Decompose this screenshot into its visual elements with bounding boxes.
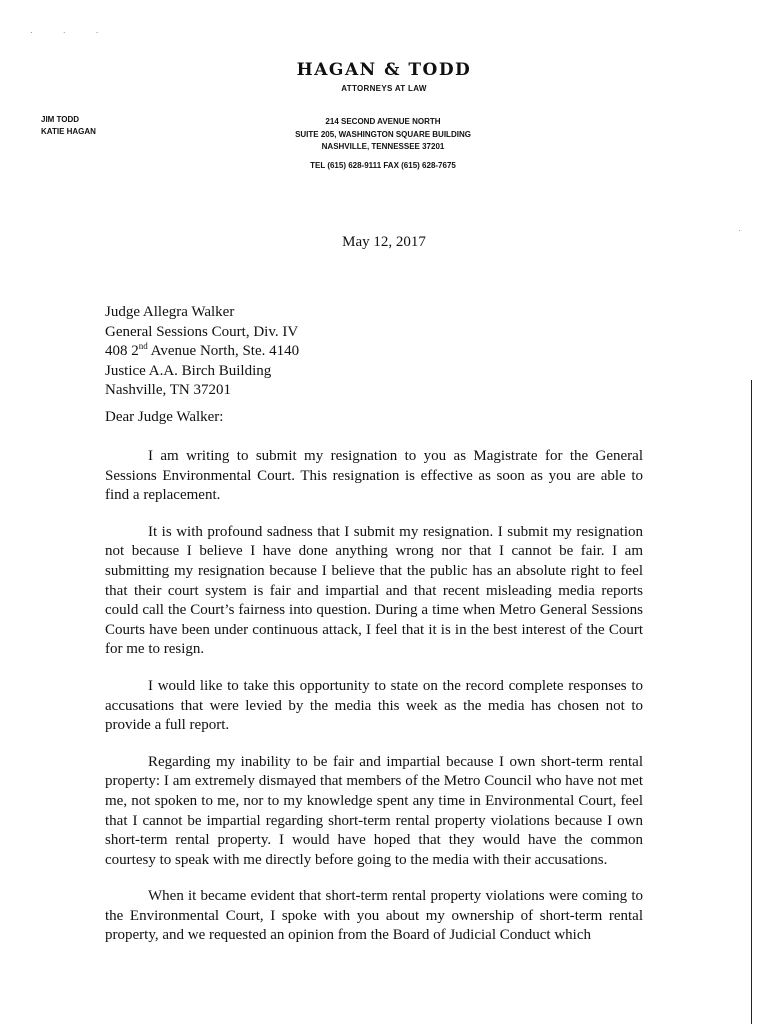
scan-edge-line bbox=[751, 380, 752, 1024]
partner-name: KATIE HAGAN bbox=[41, 127, 96, 136]
firm-phone: TEL (615) 628-9111 FAX (615) 628-7675 bbox=[310, 161, 456, 170]
scan-specks: · · · bbox=[30, 28, 113, 37]
body-paragraph: Regarding my inability to be fair and impartial because I own short-term rental property: I am extremely dismayed that members of the Metro Council who have not met me, not spoken to me, nor to my knowledge spent any time in Environmental Court, feel that I cannot be impartial regarding short-term rental property violations because I own short-term rental property. I would have hoped that they would have the common courtesy to speak with me directly before going to the media with their accusations. bbox=[105, 753, 643, 868]
street-ordinal: nd bbox=[138, 341, 148, 351]
firm-subtitle: ATTORNEYS AT LAW bbox=[341, 84, 427, 93]
body-paragraph: It is with profound sadness that I submit my resignation. I submit my resignation not because I believe I have done anything wrong nor that I cannot be fair. I am submitting my resignation because I believe that the public has an absolute right to feel that their court system is fair and impartial and that recent misleading media reports could call the Court’s fairness into question. During a time when Metro General Sessions Courts have been under continuous attack, I feel that it is in the best interest of the Court for me to resign. bbox=[105, 523, 643, 658]
address-line: SUITE 205, WASHINGTON SQUARE BUILDING bbox=[295, 129, 471, 139]
body-paragraph: When it became evident that short-term rental property violations were coming to the Environmental Court, I spoke with you about my ownership of short-term rental property, and we requested an opinion from the Board of Judicial Conduct which bbox=[105, 888, 643, 944]
recipient-city: Nashville, TN 37201 bbox=[105, 382, 231, 398]
street-name: Avenue North, Ste. 4140 bbox=[147, 343, 300, 359]
body-paragraph: I am writing to submit my resignation to you as Magistrate for the General Sessions Environmental Court. This resignation is effective as soon as you are able to find a replacement. bbox=[105, 448, 643, 504]
recipient-name: Judge Allegra Walker bbox=[105, 304, 235, 320]
recipient-street bbox=[105, 342, 299, 362]
recipient-court: General Sessions Court, Div. IV bbox=[105, 323, 299, 340]
firm-name: HAGAN & TODD bbox=[296, 60, 472, 80]
street-number: 408 2 bbox=[105, 343, 139, 359]
letter-date: May 12, 2017 bbox=[342, 234, 426, 250]
body-paragraph: I would like to take this opportunity to state on the record complete responses to accusations that were levied by the media this week as the media has chosen not to provide a full report. bbox=[105, 677, 643, 734]
partner-name: JIM TODD bbox=[41, 115, 80, 124]
address-line: 214 SECOND AVENUE NORTH bbox=[325, 117, 441, 126]
scan-mark: · bbox=[738, 226, 741, 235]
partner-list bbox=[41, 114, 96, 138]
address-line: NASHVILLE, TENNESSEE 37201 bbox=[321, 142, 445, 151]
letter-body bbox=[105, 447, 643, 963]
firm-address bbox=[260, 116, 506, 154]
recipient-building: Justice A.A. Birch Building bbox=[105, 362, 272, 379]
recipient-block bbox=[105, 303, 299, 401]
salutation: Dear Judge Walker: bbox=[105, 409, 224, 425]
